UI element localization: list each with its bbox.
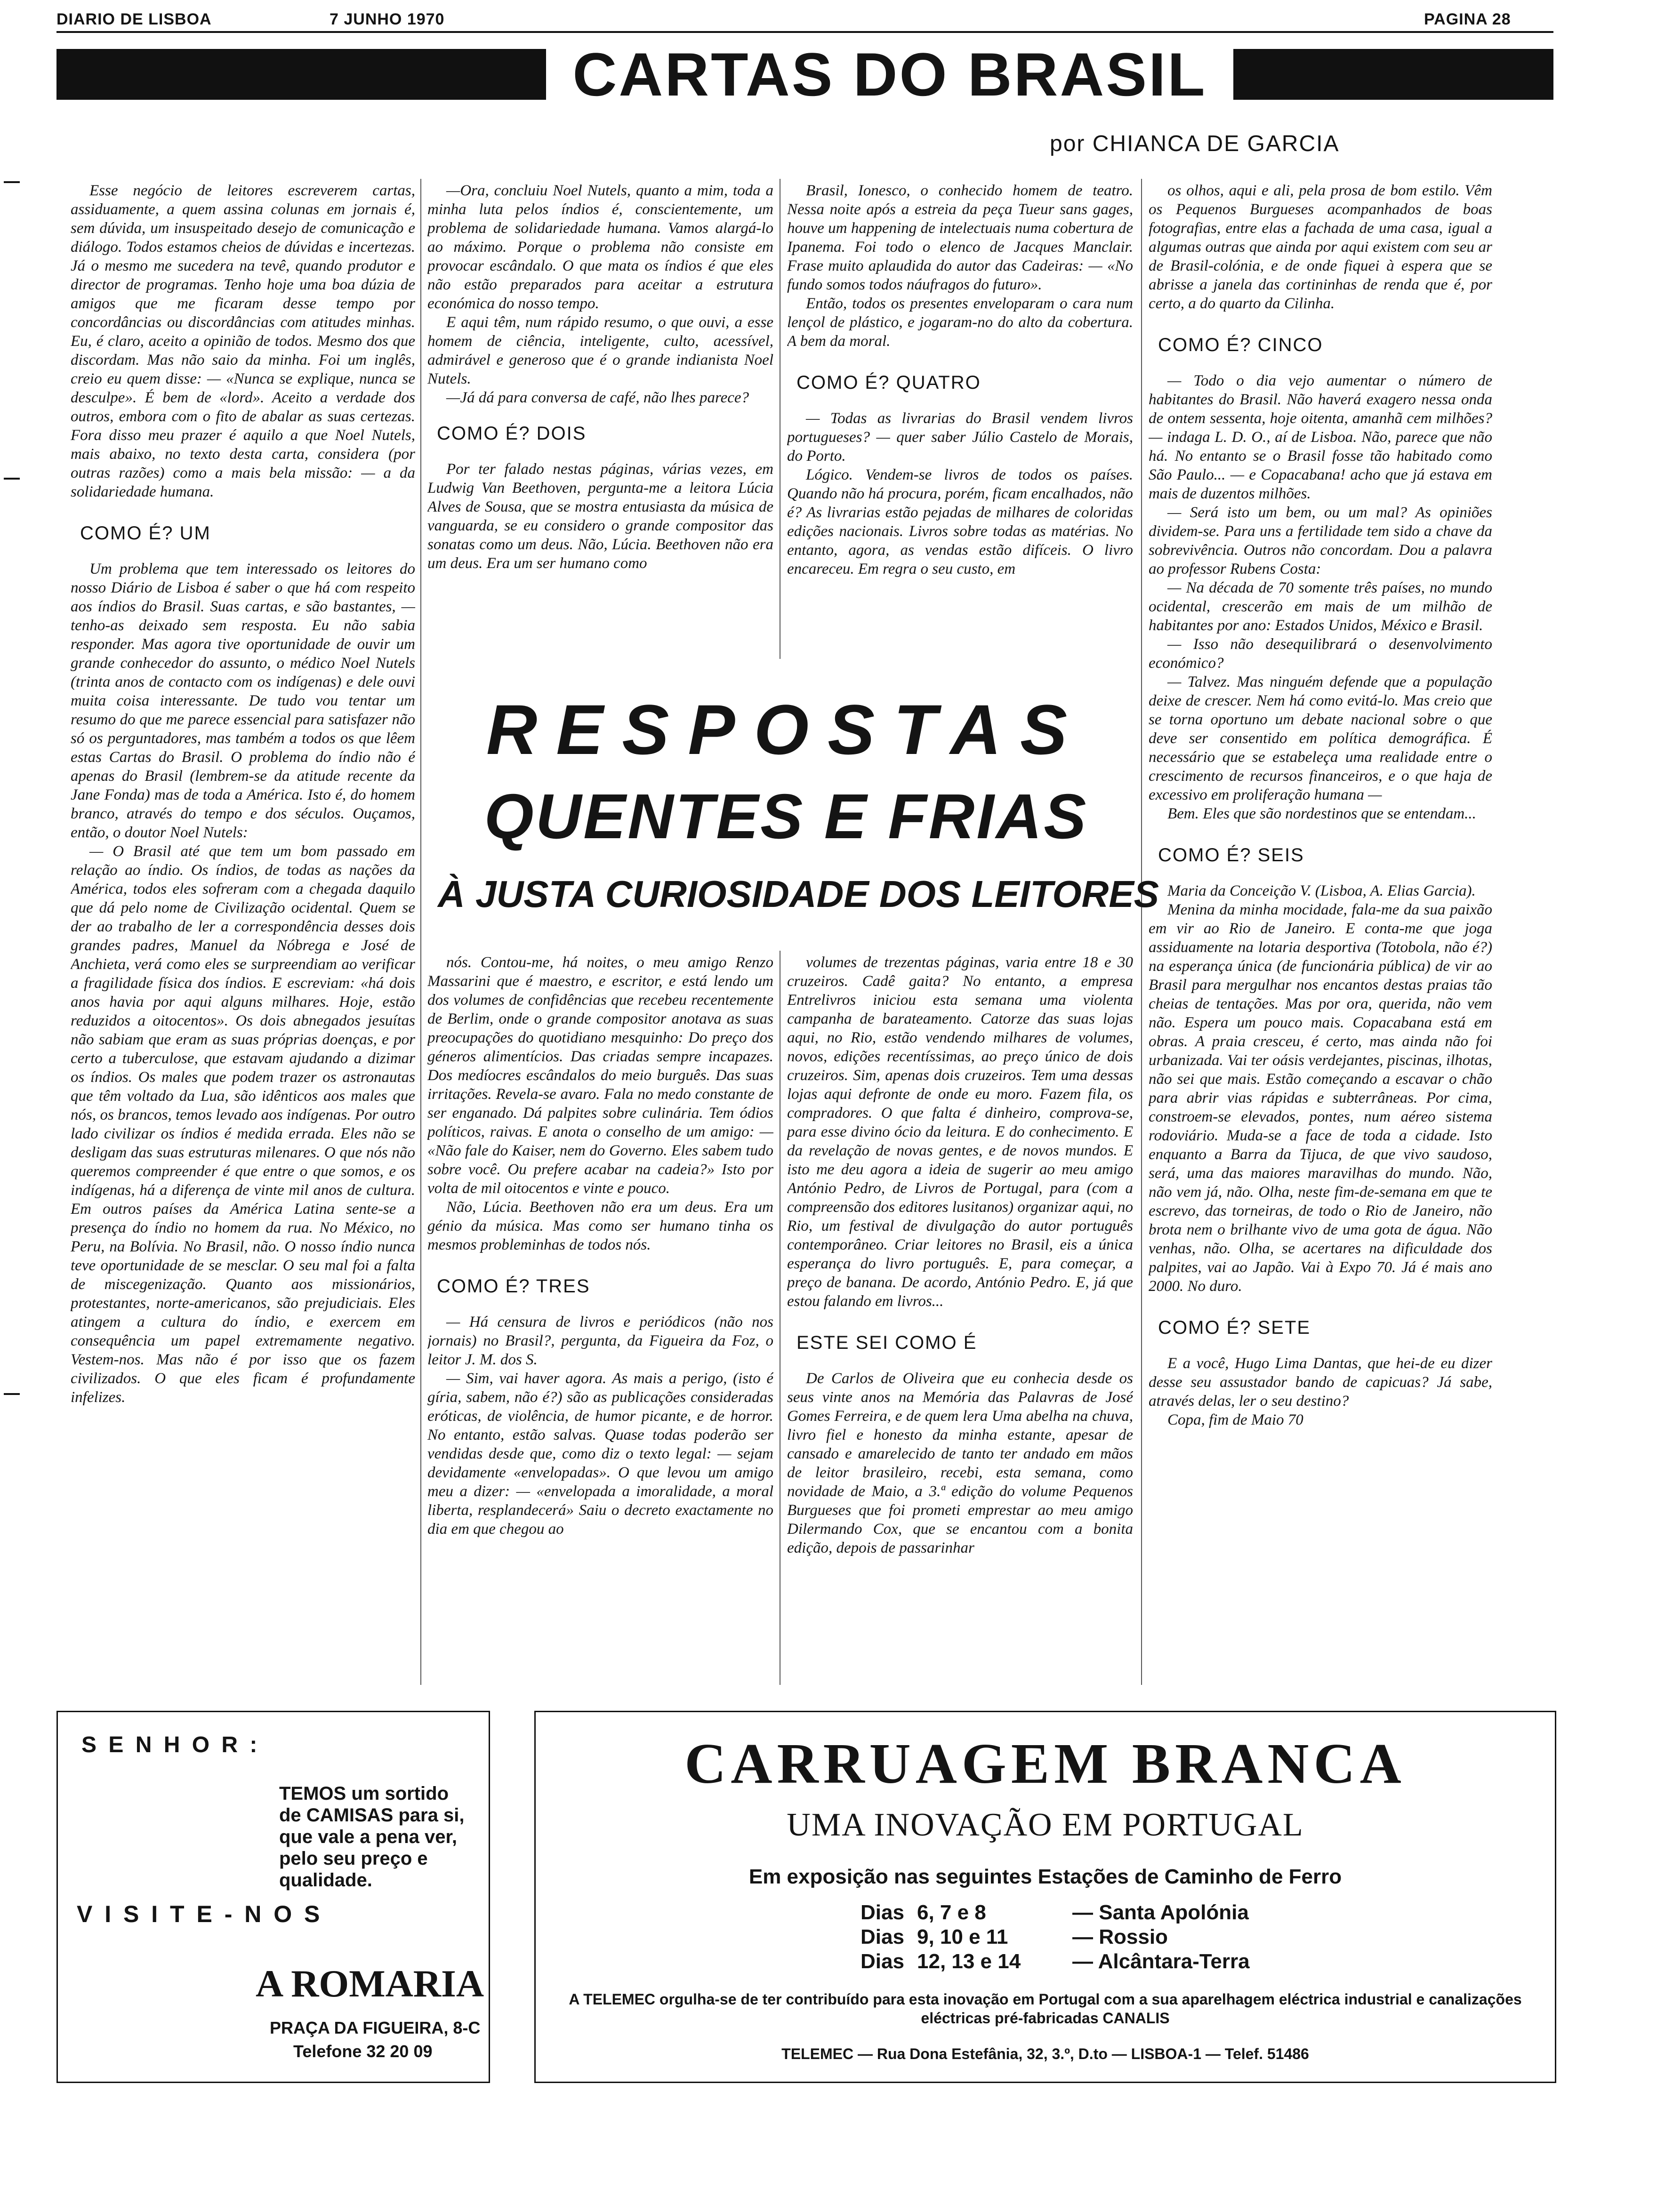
byline: por CHIANCA DE GARCIA [1050,131,1340,156]
paragraph: — Todo o dia vejo aumentar o número de habitantes do Brasil. Não haverá exagero nessa onda de ontem sessenta, hoje oitenta, amanhã cem milhões? — indaga L. D. O., aí de Lisboa. Não, parece que não há. No entanto se o Brasil fosse tão habitado como São Paulo... — e Copacabana! acho que já estava em mais de duzentos milhões. [1149,372,1492,502]
schedule-row [861,1925,1250,1949]
schedule-station: — Alcântara-Terra [1072,1950,1250,1973]
schedule-station: — Rossio [1072,1925,1168,1948]
paragraph: Brasil, Ionesco, o conhecido homem de teatro. Nessa noite após a estreia da peça Tueur sans gages, houve um happening de intelectuais numa cobertura de Ipanema. Foi todo o elenco de Jacques Manclair. Frase muito aplaudida do autor das Cadeiras: — «No fundo somos todos náufragos do futuro». [787,182,1133,293]
paragraph: Esse negócio de leitores escreverem cartas, assiduamente, a quem assina colunas em jornais é, sem dúvida, um insuspeitado desejo de comunicação e diálogo. Todos estamos cheios de dúvidas e incertezas. Já o mesmo me sucedera na tevê, quando produtor e director de programas. Tenho hoje uma boa dúzia de amigos que me ficaram desse tempo por concordâncias ou discordâncias com atitudes minhas. Eu, é claro, aceito a opinião de todos. Mesmo dos que discordam. Mas não saio da minha. Foi um inglês, creio eu quem disse: — «Nunca se explique, nunca se desculpe». É bem de «lord». Aceito a verdade dos outros, embora com o fito de abalar as suas certezas. Fora disso meu prazer é aquilo a que Noel Nutels, mais abaixo, no texto desta carta, considera (por outras razões) como a mais bela missão: — a da solidariedade humana. [71,182,415,500]
column-4 [1149,181,1492,1683]
paragraph: E a você, Hugo Lima Dantas, que hei-de eu dizer desse seu assustador bando de capicuas? Já sabe, através delas, ler o seu destino? [1149,1355,1492,1410]
section-heading: COMO É? CINCO [1158,335,1323,355]
paragraph: E aqui têm, num rápido resumo, o que ouvi, a esse homem de ciência, inteligente, culto, acessível, admirável e generoso que é o grande indianista Noel Nutels. [427,314,773,387]
margin-mark [4,478,20,480]
schedule-days: 12, 13 e 14 [917,1950,1021,1973]
schedule-days: 6, 7 e 8 [917,1901,986,1924]
ad-title: CARRUAGEM BRANCA [684,1732,1406,1795]
paragraph: Maria da Conceição V. (Lisboa, A. Elias Garcia). [1167,882,1476,899]
paragraph: Por ter falado nestas páginas, várias vezes, em Ludwig Van Beethoven, pergunta-me a leitora Lúcia Alves de Sousa, que se mostra entusiasta da música de vanguarda, se eu considero o grande compositor das sonatas como um deus. Não, Lúcia. Beethoven não era um deus. Era um ser humano como [427,461,773,572]
headline-line-2: QUENTES E FRIAS [484,781,1088,852]
paragraph: — Talvez. Mas ninguém defende que a população deixe de crescer. Nem há como evitá-lo. Mas creio que se torna oportuno um debate nacional sobre o que deve ser consentido em política demográfica. É necessário que se estabeleça uma realidade entre o crescimento de recursos financeiros, e o que haja de excessivo em proliferação humana — [1149,673,1492,803]
margin-mark [4,1393,20,1395]
paragraph: —Já dá para conversa de café, não lhes parece? [446,389,749,406]
schedule-dias: Dias [861,1950,904,1973]
section-heading: COMO É? UM [80,523,211,544]
paragraph: — Todas as livrarias do Brasil vendem livros portugueses? — quer saber Júlio Castelo de Morais, do Porto. [787,410,1133,465]
schedule-table [861,1900,1250,1974]
section-heading: COMO É? SETE [1158,1317,1311,1338]
ad-footer: TELEMEC — Rua Dona Estefânia, 32, 3.º, D.to — LISBOA-1 — Telef. 51486 [781,2045,1309,2062]
paragraph: — Isso não desequilibrará o desenvolvimento económico? [1149,636,1492,672]
ad-address: PRAÇA DA FIGUEIRA, 8-C [270,2018,481,2037]
ad-carruagem-branca [534,1711,1556,2083]
schedule-row [861,1900,1250,1925]
paragraph: Um problema que tem interessado os leitores do nosso Diário de Lisboa é saber o que há com respeito aos índios do Brasil. Suas cartas, e são bastantes, — tenho-as deixado sem resposta. Eu não sabia responder. Mas agora tive oportunidade de ouvir um grande conhecedor do assunto, o médico Noel Nutels (trinta anos de contacto com os indígenas) e dele ouvi muita coisa interessante. De tudo vou tentar um resumo do que me parece essencial para satisfazer não só os perguntadores, mas também a todos os que lêem estas Cartas do Brasil. O problema do índio não é apenas do Brasil (lembrem-se da atitude recente da Jane Fonda) mas de toda a América. Isto é, do homem branco, através do tempo e dos séculos. Ouçamos, então, o doutor Noel Nutels: [71,561,415,841]
column-rule [1141,179,1142,1685]
ad-phone: Telefone 32 20 09 [293,2042,433,2061]
paragraph: volumes de trezentas páginas, varia entre 18 e 30 cruzeiros. Cadê gaita? No entanto, a empresa Entrelivros iniciou esta semana uma violenta campanha de barateamento. Catorze das suas lojas aqui, no Rio, estão vendendo milhares de volumes, novos, edições recentíssimas, ao preço único de dois cruzeiros. Sim, apenas dois cruzeiros. Tem uma dessas lojas aqui defronte de onde eu moro. Fazem fila, os compradores. O que falta é dinheiro, comprova-se, para esse divino ócio da leitura. E do conhecimento. E da revelação de novas gentes, e de novos mundos. E isto me deu agora a ideia de sugerir ao meu amigo António Pedro, de Livros de Portugal, para (com a compreensão dos editores lusitanos) organizar aqui, no Rio, um festival de divulgação do autor português contemporâneo. Criar leitores no Brasil, eis a única esperança do livro português. E, para começar, a preço de banana. De acordo, António Pedro. E, já que estou falando em livros... [787,954,1133,1310]
paragraph: — Há censura de livros e periódicos (não nos jornais) no Brasil?, pergunta, da Figueira da Foz, o leitor J. M. dos S. [427,1314,773,1368]
ad-text: TEMOS um sortido de CAMISAS para si, que vale a pena ver, pelo seu preço e qualidade. [279,1783,465,1891]
issue-date: 7 JUNHO 1970 [330,10,445,28]
column-3-bottom [787,953,1133,1683]
page-number: PAGINA 28 [1424,10,1511,28]
paragraph: nós. Contou-me, há noites, o meu amigo Renzo Massarini que é maestro, e escritor, e está lendo um dos volumes de confidências que recebeu recentemente de Berlim, onde o grande compositor anotava as suas preocupações do quotidiano mesquinho: Do preço dos géneros alimentícios. Das criadas sempre incapazes. Dos medíocres escândalos do meio burguês. Das suas irritações. Revela-se avaro. Fala no medo constante de ser enganado. Dá palpites sobre culinária. Tem ódios políticos, raivas. E anota o conselho de um amigo: — «Não fale do Kaiser, nem do Governo. Eles sabem tudo sobre você. Ou prefere acabar na cadeia?» Isto por volta de mil oitocentos e vinte e pouco. [427,954,773,1197]
schedule-dias: Dias [861,1901,904,1924]
schedule-station: — Santa Apolónia [1072,1901,1249,1924]
paragraph: Copa, fim de Maio 70 [1167,1411,1303,1428]
section-heading: COMO É? DOIS [437,423,587,444]
paragraph: —Ora, concluiu Noel Nutels, quanto a mim, toda a minha luta pelos índios é, conscientemente, um problema de solidariedade humana. Vamos alargá-lo ao máximo. Porque o problema não consiste em provocar escândalo. O que mata os índios é que eles não estão preparados para aceitar a estrutura económica do nosso tempo. [427,182,773,312]
ad-note: A TELEMEC orgulha-se de ter contribuído para esta inovação em Portugal com a sua aparelhagem eléctrica industrial e canalizações eléctricas pré-fabricadas CANALIS [569,1991,1522,2027]
section-heading: COMO É? TRES [437,1276,590,1297]
paragraph: — Será isto um bem, ou um mal? As opiniões dividem-se. Para uns a fertilidade tem sido a chave da sobrevivência. Outros não concordam. Dou a palavra ao professor Rubens Costa: [1149,504,1492,577]
paragraph: — Na década de 70 somente três países, no mundo ocidental, crescerão em mais de um milhão de habitantes por ano: Estados Unidos, México e Brasil. [1149,579,1492,634]
ad-expo: Em exposição nas seguintes Estações de Caminho de Ferro [748,1865,1342,1888]
ad-a-romaria [56,1711,490,2083]
paragraph: — O Brasil até que tem um bom passado em relação ao índio. Os índios, de todas as nações da América, todos eles sofreram com a chegada daquilo que dá pelo nome de Civilização ocidental. Quem se der ao trabalho de ler a correspondência desses dois grandes padres, Manuel da Nóbrega e José de Anchieta, verá como eles se surpreendiam ao verificar a fragilidade física dos índios. E escreviam: «há dois anos havia por aqui alguns milhares. Hoje, estão reduzidos a oitocentos». Os dois abnegados jesuítas não sabiam que eram as suas próprias doenças, e por certo a tuberculose, que estavam ajudando a dizimar os índios. Os males que podem trazer os astronautas que têm voltado da Lua, são idênticos aos males que nós, os brancos, temos levado aos indígenas. Por outro lado civilizar os índios é medida errada. Eles não se desligam das suas estruturas milenares. O que nós não queremos compreender é que entre o que somos, e os indígenas, há a diferença de vinte mil anos de cultura. Em outros países da América Latina sente-se a presença do índio no homem da rua. No México, no Peru, na Bolívia. No Brasil, não. O nosso índio nunca teve oportunidade de se mesclar. O seu mal foi a falta de miscegenização. Quanto aos missionários, protestantes, norte-americanos, são prejudiciais. Eles atingem a cultura do índio, e exercem em consequência um papel extremamente negativo. Vestem-nos. Mas não é por isso que os fazem civilizados. O que eles ficam é profundamente infelizes. [71,843,415,1406]
ad-subtitle: UMA INOVAÇÃO EM PORTUGAL [787,1807,1304,1843]
section-heading: COMO É? SEIS [1158,845,1304,866]
paragraph: Lógico. Vendem-se livros de todos os países. Quando não há procura, porém, ficam encalhados, não é? As livrarias estão pejadas de milhares de coloridas edições nacionais. Livros sobre todas as matérias. No entanto, agora, as vendas estão difíceis. O livro encareceu. Em regra o seu custo, em [787,466,1133,577]
schedule-days: 9, 10 e 11 [917,1925,1008,1948]
headline-line-3: À JUSTA CURIOSIDADE DOS LEITORES [438,873,1159,915]
newspaper-name: DIARIO DE LISBOA [56,10,212,28]
paragraph: De Carlos de Oliveira que eu conhecia desde os seus vinte anos na Memória das Palavras de José Gomes Ferreira, e de quem lera Uma abelha na chuva, livro fiel e honesto da minha estante, apesar de cansado e amarelecido de tanto ter andado em mãos de leitor brasileiro, recebi, esta semana, como novidade de Maio, a 3.ª edição do volume Pequenos Burgueses que foi prometi emprestar ao meu amigo Dilermando Cox, que se encantou com a bonita edição, depois de passarinhar [787,1370,1133,1556]
header-rule [56,31,1553,33]
paragraph: Não, Lúcia. Beethoven não era um deus. Era um génio da música. Mas como ser humano tinha os mesmos probleminhas de todos nós. [427,1199,773,1253]
schedule-row [861,1949,1250,1974]
column-3-top [787,181,1133,652]
column-1 [71,181,415,1683]
section-heading: ESTE SEI COMO É [796,1332,977,1353]
column-2-bottom [427,953,773,1683]
page-title: CARTAS DO BRASIL [546,45,1233,104]
paragraph: Menina da minha mocidade, fala-me da sua paixão em vir ao Rio de Janeiro. E conta-me que joga assiduamente na lotaria desportiva (Totobola, não é?) na esperança única (de funcionária pública) de vir ao Brasil para mergulhar nos encantos destas praias tão cheias de tentações. Mas por ora, querida, não vem não. Espera um pouco mais. Copacabana está em obras. A praia cresceu, é certo, mas ainda não foi urbanizada. Vai ter oásis verdejantes, piscinas, ilhotas, não sei que mais. Estão começando a escavar o chão para abrir vias rápidas e subterrâneas. Por cima, constroem-se elevados, pontes, num aéreo sistema rodoviário. Muda-se a face de toda a cidade. Isto enquanto a Barra da Tijuca, de que vivo saudoso, será, uma das maiores maravilhas do mundo. Não, não vem já, não. Olha, neste fim-de-semana em que te escrevo, das torneiras, de todo o Rio de Janeiro, não brota nem o brilhante vivo de uma gota de água. Não venhas, não. Olha, se acertares na dificuldade dos palpites, vai ao Japão. Vai à Expo 70. Já é mais ano 2000. No duro. [1149,901,1492,1295]
ad-senhor: S E N H O R : [81,1732,260,1757]
paragraph: Bem. Eles que são nordestinos que se entendam... [1167,805,1476,822]
paragraph: — Sim, vai haver agora. As mais a perigo, (isto é gíria, sabem, não é?) são as publicações consideradas eróticas, de violência, de humor picante, e de horror. No entanto, estão salvas. Quase todas poderão ser vendidas desde que, como diz o texto legal: — sejam devidamente «envelopadas». O que levou um amigo meu a dizer: — «envelopada a imoralidade, a moral liberta, resplandecerá» Saiu o decreto exactamente no dia em que chegou ao [427,1370,773,1538]
margin-mark [4,181,20,183]
ad-shop-name: A ROMARIA [256,1962,484,2005]
section-heading: COMO É? QUATRO [796,372,981,393]
paragraph: os olhos, aqui e ali, pela prosa de bom estilo. Vêm os Pequenos Burgueses acompanhados de boas fotografias, entre elas a fachada de uma casa, igual a algumas outras que ainda por aqui existem com seu ar de Brasil-colónia, e de onde fiquei à espera que se abrisse a janela das cortininhas de renda que é, por certo, a do quarto da Cilinha. [1149,182,1492,312]
ad-visite: V I S I T E - N O S [77,1901,323,1927]
schedule-dias: Dias [861,1925,904,1948]
column-2-top [427,181,773,652]
paragraph: Então, todos os presentes enveloparam o cara num lençol de plástico, e jogaram-no do alto da cobertura. A bem da moral. [787,295,1133,350]
headline-line-1: RESPOSTAS [486,690,1086,769]
column-rule [420,179,421,1685]
